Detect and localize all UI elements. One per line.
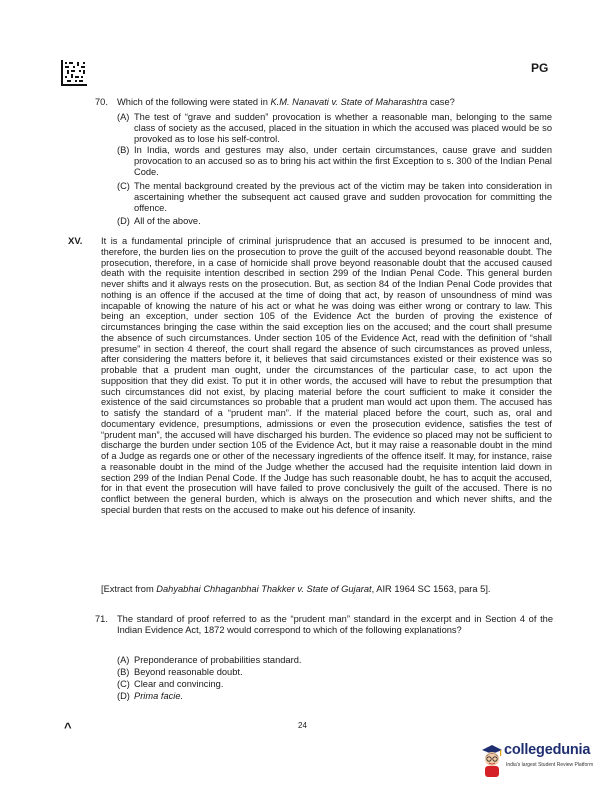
paper-code: PG <box>531 61 549 75</box>
page-number: 24 <box>298 721 307 730</box>
datamatrix-code-icon <box>61 60 87 86</box>
q71-option-b-label: (B) <box>117 667 130 677</box>
q71-option-b-text: Beyond reasonable doubt. <box>134 667 243 677</box>
q70-option-b-label: (B) <box>117 145 130 155</box>
q71-option-d-label: (D) <box>117 691 130 701</box>
q71-option-d-text: Prima facie. <box>134 691 184 701</box>
q70-option-c-text: The mental background created by the previous act of the victim may be taken into consideration in ascertaining whether the subsequent act caused grave and sudden provocation for committing the offence. <box>134 181 552 213</box>
q70-option-d-text: All of the above. <box>134 216 201 226</box>
citation-case-name: Dahyabhai Chhaganbhai Thakker v. State of Gujarat <box>156 584 372 594</box>
q71-option-a-label: (A) <box>117 655 130 665</box>
passage-extract-citation <box>101 584 552 595</box>
q71-option-a-text: Preponderance of probabilities standard. <box>134 655 302 665</box>
question-70-number: 70. <box>95 97 108 107</box>
question-70-stem <box>117 97 557 108</box>
citation-post: , AIR 1964 SC 1563, para 5]. <box>371 584 491 594</box>
caret-mark: ^ <box>64 720 72 735</box>
question-71-stem: The standard of proof referred to as the “prudent man” standard in the excerpt and in Section 4 of the Indian Evidence Act, 1872 would correspond to which of the following explanations? <box>117 614 553 635</box>
citation-pre: [Extract from <box>101 584 157 594</box>
passage-text: It is a fundamental principle of criminal jurisprudence that an accused is presumed to be innocent and, therefore, the burden lies on the prosecution to prove the guilt of the accused beyond reasonable doubt. The prosecution, therefore, in a case of homicide shall prove beyond reasonable doubt that the accused caused death with the requisite intention described in section 299 of the Indian Penal Code. This general burden never shifts and it always rests on the prosecution. But, as section 84 of the Indian Penal Code provides that nothing is an offence if the accused at the time of doing that act, by reason of unsoundness of mind was incapable of knowing the nature of his act or what he was doing was either wrong or contrary to law. This being an exception, under section 105 of the Evidence Act the burden of proving the existence of circumstances bringing the case within the said exception lies on the accused; and the court shall presume the absence of such circumstances. Under section 105 of the Evidence Act, read with the definition of “shall presume” in section 4 thereof, the court shall regard the absence of such circumstances as proved unless, after considering the matters before it, it believes that said circumstances existed or their existence was so probable that a prudent man ought, under the circumstances of the particular case, to act upon the supposition that they did exist. To put it in other words, the accused will have to rebut the presumption that such circumstances did not exist, by placing material before the court sufficient to make it consider the existence of the said circumstances so probable that a prudent man would act upon them. The accused has to satisfy the standard of a “prudent man”. If the material placed before the court, such as, oral and documentary evidence, presumptions, admissions or even the prosecution evidence, satisfies the test of “prudent man”, the accused will have discharged his burden. The evidence so placed may not be sufficient to discharge the burden under section 105 of the Evidence Act, but it may raise a reasonable doubt in the mind of a Judge as regards one or other of the necessary ingredients of the offence itself. It may, for instance, raise a reasonable doubt in the mind of the Judge whether the accused had the requisite intention laid down in section 299 of the Indian Penal Code. If the Judge has such reasonable doubt, he has to acquit the accused, for in that event the prosecution will have failed to prove conclusively the guilt of the accused. There is no conflict between the general burden, which is always on the prosecution and which never shifts, and the special burden that rests on the accused to make out his defence of insanity. <box>101 236 552 515</box>
graduate-mascot-icon <box>480 742 504 778</box>
q70-option-a-label: (A) <box>117 112 130 122</box>
q71-option-c-label: (C) <box>117 679 130 689</box>
collegedunia-logo[interactable] <box>480 740 608 780</box>
q70-option-b-text: In India, words and gestures may also, under certain circumstances, cause grave and sudden provocation to an accused so as to bring his act within the first Exception to s. 300 of the Indian Penal Code. <box>134 145 552 177</box>
logo-name: collegedunia <box>504 742 591 758</box>
question-71-number: 71. <box>95 614 108 624</box>
logo-tagline: India's largest Student Review Platform <box>506 762 594 768</box>
q70-option-c-label: (C) <box>117 181 130 191</box>
passage-label: XV. <box>68 236 83 247</box>
question-70-stem-pre: Which of the following were stated in <box>117 97 271 107</box>
question-70-case-name: K.M. Nanavati v. State of Maharashtra <box>270 97 428 107</box>
q70-option-d-label: (D) <box>117 216 130 226</box>
question-70-stem-post: case? <box>427 97 455 107</box>
q70-option-a-text: The test of “grave and sudden” provocation is whether a reasonable man, belonging to the same class of society as the accused, placed in the situation in which the accused was placed would be so provoked as to lose his self-control. <box>134 112 552 144</box>
q71-option-c-text: Clear and convincing. <box>134 679 224 689</box>
